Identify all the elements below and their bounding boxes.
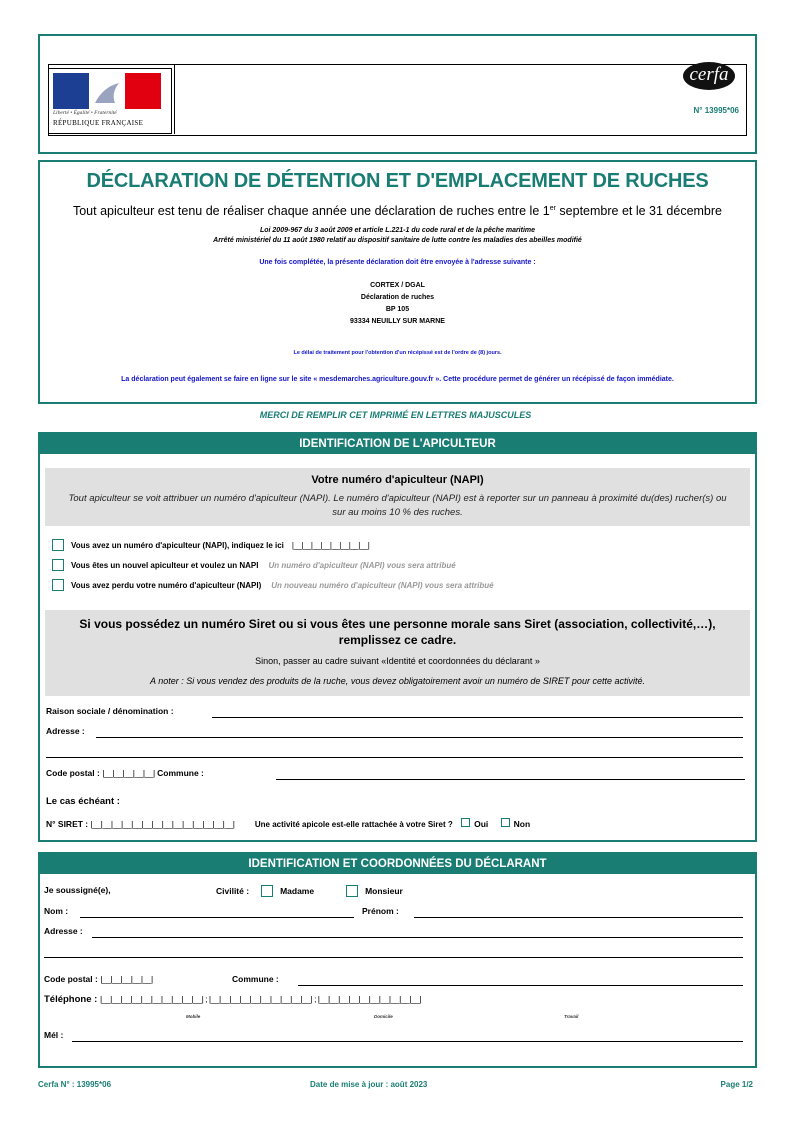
tel-mobile-caption: Mobile [186, 1014, 201, 1019]
napi-lost-checkbox[interactable] [52, 579, 64, 591]
telephone-fields[interactable]: |__|__|__|__|__|__|__|__|__|__| ; |__|__|__|__|__|__|__|__|__|__| ; |__|__|__|__|__|__|__|__|__|__| [99, 994, 422, 1004]
napi-panel [45, 468, 750, 526]
siret-heading: Si vous possédez un numéro Siret ou si vous êtes une personne morale sans Siret (association, collectivité,…), remplissez ce cadre. [79, 617, 716, 647]
logo-republique: RÉPUBLIQUE FRANÇAISE [53, 119, 144, 127]
commune-field[interactable] [298, 985, 743, 986]
mel-field[interactable] [72, 1041, 743, 1042]
napi-existing-checkbox[interactable] [52, 539, 64, 551]
siret-number-field[interactable]: |__|__|__|__|__|__|__|__|__|__|__|__|__|__| [90, 819, 235, 829]
adresse-field-line2[interactable] [46, 757, 743, 758]
monsieur-checkbox[interactable] [346, 885, 358, 897]
law-reference-2: Arrêté ministériel du 11 août 1980 relatif au dispositif sanitaire de lutte contre les maladies des abeilles modifié [213, 237, 582, 244]
footer-date: Date de mise à jour : août 2023 [310, 1080, 428, 1089]
siret-panel [45, 610, 750, 696]
tel-travail-caption: Travail [564, 1014, 579, 1019]
siret-row: N° SIRET : |__|__|__|__|__|__|__|__|__|__|__|__|__|__| Une activité apicole est-elle rattachée à votre Siret ? Oui Non [46, 819, 531, 829]
online-note: La déclaration peut également se faire en ligne sur le site « mesdemarches.agriculture.gouv.fr ». Cette procédure permet de générer un récépissé de façon immédiate. [121, 376, 674, 383]
nom-field[interactable] [80, 917, 354, 918]
footer-cerfa: Cerfa N° : 13995*06 [38, 1080, 112, 1089]
nom-label: Nom : [44, 906, 69, 916]
form-title: DÉCLARATION DE DÉTENTION ET D'EMPLACEMENT DE RUCHES [86, 170, 709, 192]
header-divider [174, 64, 175, 134]
napi-new-checkbox[interactable] [52, 559, 64, 571]
cerfa-logo: cerfa [683, 62, 735, 90]
form-subtitle: Tout apiculteur est tenu de réaliser chaque année une déclaration de ruches entre le 1er septembre et le 31 décembre [72, 204, 723, 218]
adresse-field-line2[interactable] [44, 957, 743, 958]
code-postal-field[interactable]: |__|__|__|__|__| [102, 768, 155, 778]
prenom-field[interactable] [414, 917, 743, 918]
section-declarant [38, 852, 757, 1068]
postal-address: CORTEX / DGAL Déclaration de ruches BP 105 93334 NEUILLY SUR MARNE [350, 282, 445, 325]
napi-number-field[interactable]: |__|__|__|__|__|__|__|__| [291, 540, 370, 550]
prenom-label: Prénom : [362, 906, 399, 916]
napi-text: Tout apiculteur se voit attribuer un numéro d'apiculteur (NAPI). Le numéro d'apiculteur (NAPI) est à reporter sur un panneau à proximité du(des) rucher(s) ou sur au moins 10 % des ruches. [68, 493, 727, 518]
siret-attached-non-checkbox[interactable] [501, 818, 510, 827]
code-postal-label: Code postal : |__|__|__|__|__| Commune : [46, 768, 204, 778]
footer-page: Page 1/2 [720, 1080, 753, 1089]
mel-label: Mél : [44, 1030, 64, 1040]
commune-field[interactable] [276, 779, 745, 780]
logo-motto: Liberté • Égalité • Fraternité [53, 110, 117, 116]
napi-option-existing: Vous avez un numéro d'apiculteur (NAPI), indiquez le ici |__|__|__|__|__|__|__|__| [52, 539, 369, 551]
uppercase-instruction: MERCI DE REMPLIR CET IMPRIMÉ EN LETTRES MAJUSCULES [259, 410, 532, 420]
napi-option-new: Vous êtes un nouvel apiculteur et voulez un NAPI Un numéro d'apiculteur (NAPI) vous sera attribué [52, 559, 456, 571]
code-postal-field[interactable]: |__|__|__|__|__| [100, 974, 153, 984]
commune-label: Commune : [232, 974, 279, 984]
cerfa-number: N° 13995*06 [693, 106, 739, 115]
madame-checkbox[interactable] [261, 885, 273, 897]
raison-sociale-label: Raison sociale / dénomination : [46, 706, 174, 716]
title-box [38, 160, 757, 404]
soussigne-label: Je soussigné(e), [44, 885, 111, 895]
tel-domicile-caption: Domicile [374, 1014, 393, 1019]
delay-note: Le délai de traitement pour l'obtention d'un récépissé est de l'ordre de (8) jours. [293, 350, 502, 356]
tricolor-flag-icon [53, 73, 161, 109]
section-apiculteur-title: IDENTIFICATION DE L'APICULTEUR [40, 434, 755, 454]
header-box [38, 34, 757, 154]
napi-option-lost: Vous avez perdu votre numéro d'apiculteur (NAPI) Un nouveau numéro d'apiculteur (NAPI) vous sera attribué [52, 579, 494, 591]
le-cas-echeant: Le cas échéant : [46, 796, 120, 807]
marianne-logo [48, 68, 172, 134]
civilite-row: Civilité : Madame Monsieur [216, 886, 403, 896]
code-postal-label: Code postal : |__|__|__|__|__| [44, 974, 153, 984]
napi-heading: Votre numéro d'apiculteur (NAPI) [311, 474, 484, 486]
adresse-label: Adresse : [46, 726, 85, 736]
siret-skip-note: Sinon, passer au cadre suivant «Identité et coordonnées du déclarant » [255, 656, 540, 666]
adresse-field[interactable] [92, 937, 743, 938]
raison-sociale-field[interactable] [212, 717, 743, 718]
send-intro: Une fois complétée, la présente déclaration doit être envoyée à l'adresse suivante : [259, 259, 536, 266]
telephone-row: Téléphone : |__|__|__|__|__|__|__|__|__|__| ; |__|__|__|__|__|__|__|__|__|__| ; |__|__|__|__|__|__|__|__|__|__| [44, 994, 422, 1005]
siret-note: A noter : Si vous vendez des produits de la ruche, vous devez obligatoirement avoir un numéro de SIRET pour cette activité. [150, 676, 645, 686]
section-declarant-title: IDENTIFICATION ET COORDONNÉES DU DÉCLARANT [40, 854, 755, 874]
adresse-field[interactable] [96, 737, 743, 738]
siret-attached-oui-checkbox[interactable] [461, 818, 470, 827]
law-reference-1: Loi 2009-967 du 3 août 2009 et article L.221-1 du code rural et de la pêche maritime [259, 227, 536, 234]
adresse-label: Adresse : [44, 926, 83, 936]
section-apiculteur [38, 432, 757, 842]
